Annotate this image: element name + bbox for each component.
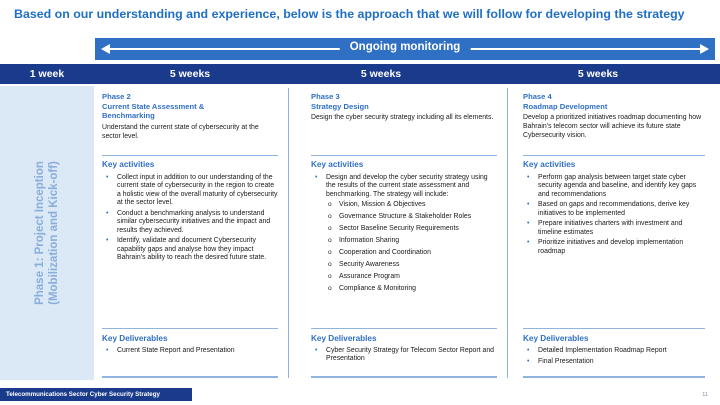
phase-3-name: Strategy Design <box>311 101 369 111</box>
list-item: • Final Presentation <box>523 358 705 366</box>
list-item: • Perform gap analysis between target state cyber security agenda and baseline, and identify key gaps and recommendations <box>523 174 705 199</box>
arrow-left-icon <box>101 44 110 54</box>
divider <box>311 155 497 156</box>
list-item: • Prepare initiatives charters with investment and timeline estimates <box>523 220 705 237</box>
phase-3-header <box>311 92 497 122</box>
activities-list <box>102 174 278 265</box>
key-deliverables-title: Key Deliverables <box>311 334 377 343</box>
list-item: • Prioritize initiatives and develop implementation roadmap <box>523 239 705 256</box>
slide-footer <box>0 388 720 405</box>
arrow-right-icon <box>700 44 709 54</box>
week-phase-1: 1 week <box>29 68 65 80</box>
phase-1-subtitle: (Mobilization and Kick-off) <box>48 161 60 305</box>
divider <box>102 328 278 329</box>
key-deliverables-title: Key Deliverables <box>523 334 589 343</box>
list-item: • Identify, validate and document Cybersecurity capability gaps and analyse how they impact Bahrain's ability to reach the desired future state. <box>102 237 278 262</box>
sub-list-item: o Cooperation and Coordination <box>311 249 497 257</box>
column-divider <box>288 88 289 378</box>
monitoring-label: Ongoing monitoring <box>340 41 471 53</box>
divider <box>311 376 497 378</box>
list-item: • Conduct a benchmarking analysis to understand similar cybersecurity initiatives and the impact and results they achieved. <box>102 210 278 235</box>
sub-list-item: o Sector Baseline Security Requirements <box>311 225 497 233</box>
phase-2-description: Understand the current state of cybersecurity at the sector level. <box>102 123 259 140</box>
page-number: 11 <box>702 392 708 398</box>
key-deliverables-title: Key Deliverables <box>102 334 168 343</box>
list-item: • Design and develop the cyber security strategy using the results of the current state assessment and benchmarking. The strategy will include: <box>311 174 497 199</box>
column-divider <box>507 88 508 378</box>
phase-3-column <box>311 88 497 378</box>
phase-2-name: Current State Assessment & <box>102 101 205 111</box>
deliverables-list <box>523 347 705 368</box>
phase-1-column <box>0 86 94 380</box>
key-activities-title: Key activities <box>102 160 155 169</box>
list-item: • Based on gaps and recommendations, derive key initiatives to be implemented <box>523 201 705 218</box>
deliverables-list <box>311 347 497 366</box>
phase-2-number: Phase 2 <box>102 92 131 101</box>
phase-2-column <box>102 88 278 378</box>
phase-1-label <box>33 113 61 353</box>
phase-1-title: Phase 1: Project Inception <box>34 161 46 305</box>
divider <box>102 155 278 156</box>
sub-list-item: o Assurance Program <box>311 273 497 281</box>
phase-4-header <box>523 92 705 140</box>
key-activities-title: Key activities <box>311 160 364 169</box>
week-phase-3: 5 weeks <box>360 68 402 80</box>
sub-list-item: o Compliance & Monitoring <box>311 285 497 293</box>
ongoing-monitoring-bar <box>95 38 715 60</box>
footer-label: Telecommunications Sector Cyber Security Strategy <box>0 388 192 401</box>
phase-3-description: Design the cyber security strategy including all its elements. <box>311 114 494 121</box>
sub-list-item: o Information Sharing <box>311 237 497 245</box>
list-item: • Cyber Security Strategy for Telecom Sector Report and Presentation <box>311 347 497 364</box>
sub-list-item: o Governance Structure & Stakeholder Roles <box>311 213 497 221</box>
activities-list <box>523 174 705 258</box>
week-phase-2: 5 weeks <box>169 68 211 80</box>
activities-list <box>311 174 497 297</box>
key-activities-title: Key activities <box>523 160 576 169</box>
sub-list-item: o Vision, Mission & Objectives <box>311 201 497 209</box>
week-phase-4: 5 weeks <box>577 68 619 80</box>
list-item: • Collect input in addition to our understanding of the current state of cybersecurity in the region to create a holistic view of the overall maturity of cybersecurity at the sector level. <box>102 174 278 208</box>
phase-2-header <box>102 92 278 141</box>
phase-4-name: Roadmap Development <box>523 101 608 111</box>
divider <box>102 376 278 378</box>
phase-4-number: Phase 4 <box>523 92 552 101</box>
phase-2-name-cont: Benchmarking <box>102 111 155 120</box>
list-item: • Current State Report and Presentation <box>102 347 278 355</box>
divider <box>523 328 705 329</box>
phase-3-number: Phase 3 <box>311 92 340 101</box>
weeks-bar <box>0 64 720 84</box>
sub-list-item: o Security Awareness <box>311 261 497 269</box>
slide-title: Based on our understanding and experience, below is the approach that we will follow for developing the strategy <box>14 7 685 21</box>
phase-4-column <box>523 88 705 378</box>
phase-4-description: Develop a prioritized initiatives roadmap documenting how Bahrain's telecom sector will achieve its future state Cybersecurity vision. <box>523 114 702 139</box>
divider <box>523 155 705 156</box>
divider <box>523 376 705 378</box>
deliverables-list <box>102 347 278 358</box>
list-item: • Detailed Implementation Roadmap Report <box>523 347 705 355</box>
divider <box>311 328 497 329</box>
